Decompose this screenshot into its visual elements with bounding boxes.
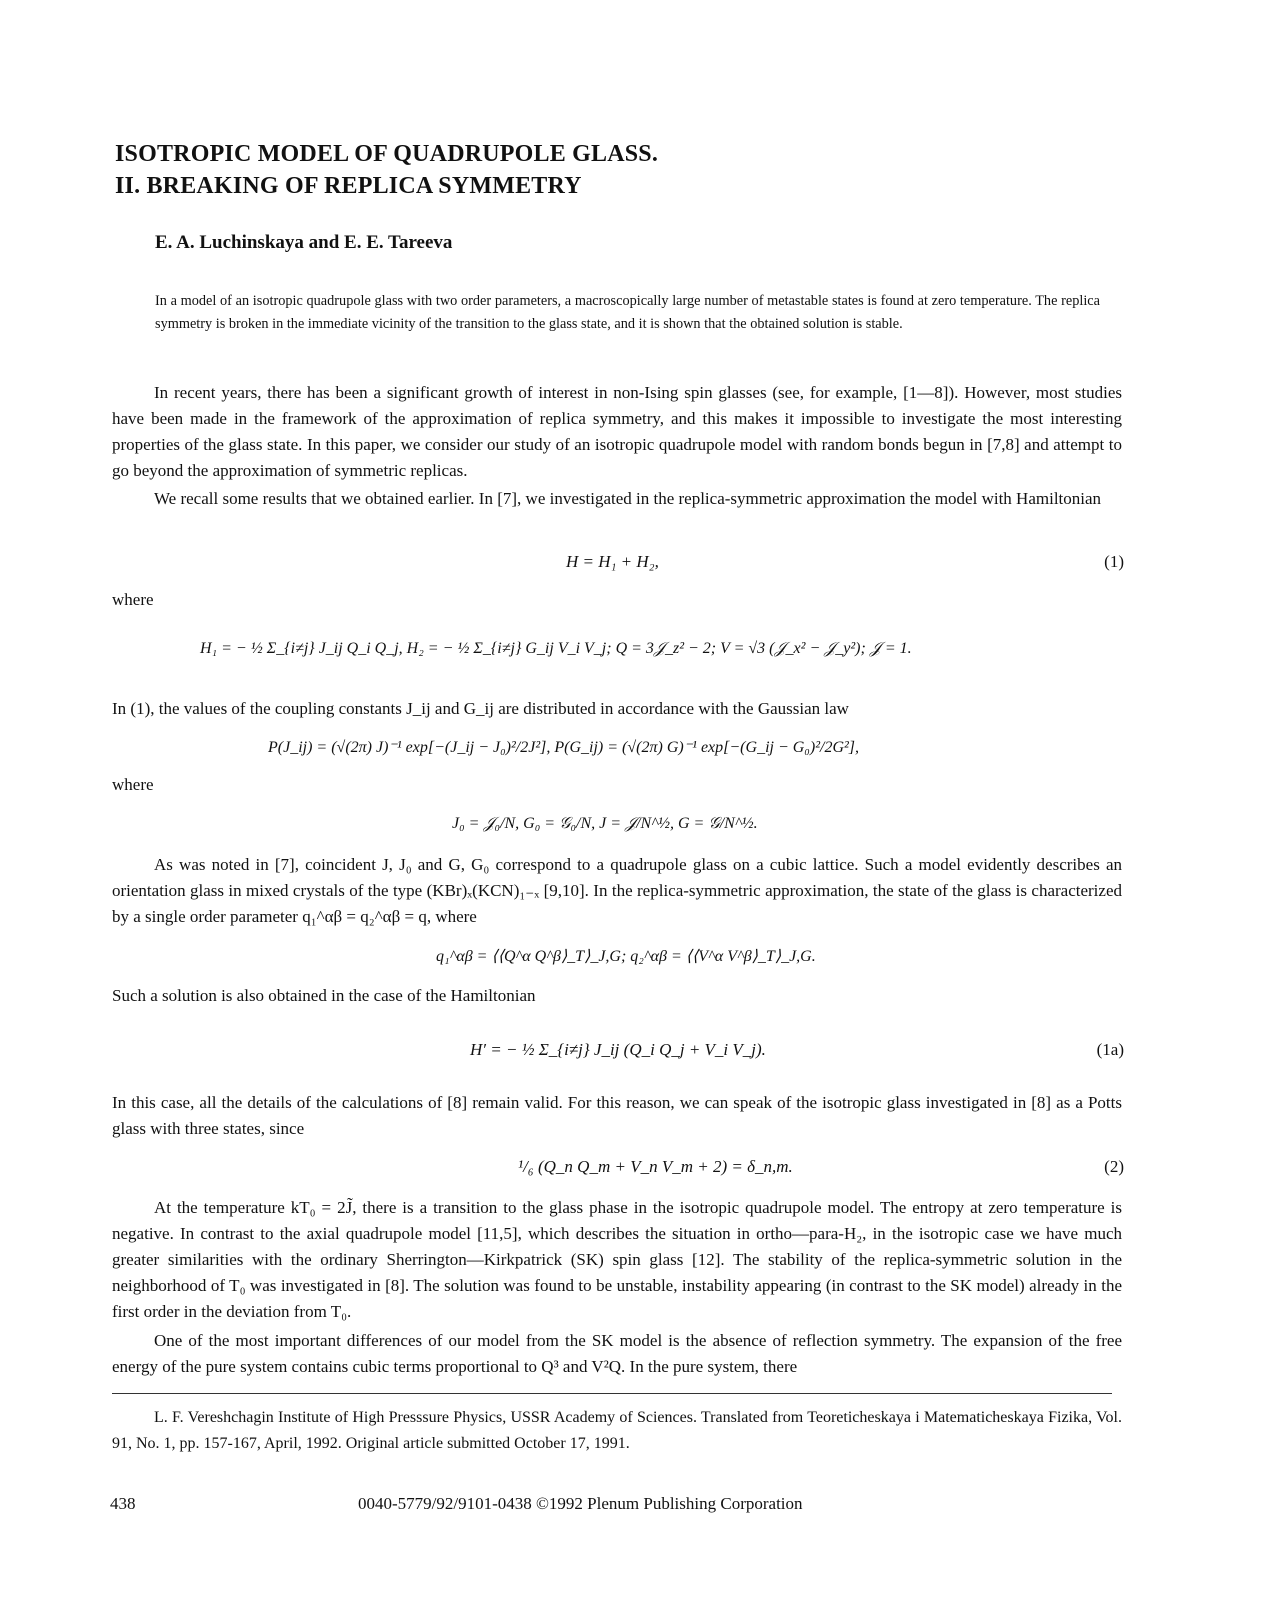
paragraph-2: We recall some results that we obtained earlier. In [7], we investigated in the replica-symmetric approximation the model with Hamiltonian	[154, 489, 1102, 508]
title-line-2: II. BREAKING OF REPLICA SYMMETRY	[115, 173, 582, 199]
paragraph-7: At the temperature kT₀ = 2J̃, there is a transition to the glass phase in the isotropic quadrupole model. The entropy at zero temperature is negative. In contrast to the axial quadrupole model [11,5], which describes the situation in ortho—para-H₂, in the isotropic case we have much greater similarities with the ordinary Sherrington—Kirkpatrick (SK) spin glass [12]. The stability of the replica-symmetric solution in the neighborhood of T₀ was investigated in [8]. The solution was found to be unstable, instability appearing (in contrast to the SK model) already in the first order in the deviation from T₀.	[112, 1198, 1122, 1321]
copyright-line: 0040-5779/92/9101-0438 ©1992 Plenum Publishing Corporation	[358, 1494, 803, 1513]
footnote: L. F. Vereshchagin Institute of High Presssure Physics, USSR Academy of Sciences. Translated from Teoreticheskaya i Matematicheskaya Fizika, Vol. 91, No. 1, pp. 157-167, April, 1992. Original article submitted October 17, 1991.	[112, 1409, 1122, 1452]
equation-hamiltonians: H₁ = − ½ Σ_{i≠j} J_ij Q_i Q_j, H₂ = − ½ Σ_{i≠j} G_ij V_i V_j; Q = 3𝒥_z² − 2; V = √3 (𝒥_x² − 𝒥_y²); 𝒥 = 1.	[200, 640, 912, 657]
equation-order-parameters: q₁^αβ = ⟨⟨Q^α Q^β⟩_T⟩_J,G; q₂^αβ = ⟨⟨V^α V^β⟩_T⟩_J,G.	[436, 948, 816, 965]
page-number: 438	[110, 1494, 136, 1513]
paragraph-6: In this case, all the details of the calculations of [8] remain valid. For this reason, we can speak of the isotropic glass investigated in [8] as a Potts glass with three states, since	[112, 1093, 1122, 1138]
title-line-1: ISOTROPIC MODEL OF QUADRUPOLE GLASS.	[115, 141, 659, 167]
equation-1: H = H₁ + H₂,	[566, 552, 659, 571]
abstract: In a model of an isotropic quadrupole glass with two order parameters, a macroscopically large number of metastable states is found at zero temperature. The replica symmetry is broken in the immediate vicinity of the transition to the glass state, and it is shown that the obtained solution is stable.	[155, 293, 1100, 332]
paragraph-5: Such a solution is also obtained in the case of the Hamiltonian	[112, 986, 536, 1005]
equation-1-number: (1)	[1104, 552, 1124, 571]
equation-1a: H′ = − ½ Σ_{i≠j} J_ij (Q_i Q_j + V_i V_j).	[470, 1040, 766, 1059]
where-label-2: where	[112, 775, 154, 794]
paragraph-8: One of the most important differences of our model from the SK model is the absence of reflection symmetry. The expansion of the free energy of the pure system contains cubic terms proportional to Q³ and V²Q. In the pure system, there	[112, 1331, 1122, 1376]
equation-1a-number: (1a)	[1096, 1040, 1124, 1059]
equation-2: ¹/₆ (Q_n Q_m + V_n V_m + 2) = δ_n,m.	[518, 1157, 793, 1176]
article-title	[115, 138, 658, 202]
where-label-1: where	[112, 590, 154, 609]
equation-2-number: (2)	[1104, 1157, 1124, 1176]
paragraph-1: In recent years, there has been a significant growth of interest in non-Ising spin glasses (see, for example, [1—8]). However, most studies have been made in the framework of the approximation of replica symmetry, and this makes it impossible to investigate the most interesting properties of the glass state. In this paper, we consider our study of an isotropic quadrupole model with random bonds begun in [7,8] and attempt to go beyond the approximation of symmetric replicas.	[112, 383, 1122, 480]
authors: E. A. Luchinskaya and E. E. Tareeva	[155, 232, 453, 253]
equation-gaussian: P(J_ij) = (√(2π) J)⁻¹ exp[−(J_ij − J₀)²/2J²], P(G_ij) = (√(2π) G)⁻¹ exp[−(G_ij − G₀)²/2G²],	[268, 739, 860, 756]
paragraph-3: In (1), the values of the coupling constants J_ij and G_ij are distributed in accordance with the Gaussian law	[112, 699, 849, 718]
footnote-divider	[112, 1393, 1112, 1394]
equation-scaling: J₀ = 𝒥₀/N, G₀ = 𝒢₀/N, J = 𝒥/N^½, G = 𝒢/N^½.	[452, 815, 758, 832]
paragraph-4: As was noted in [7], coincident J, J₀ and G, G₀ correspond to a quadrupole glass on a cubic lattice. Such a model evidently describes an orientation glass in mixed crystals of the type (KBr)ₓ(KCN)₁₋ₓ [9,10]. In the replica-symmetric approximation, the state of the glass is characterized by a single order parameter q₁^αβ = q₂^αβ = q, where	[112, 855, 1122, 926]
